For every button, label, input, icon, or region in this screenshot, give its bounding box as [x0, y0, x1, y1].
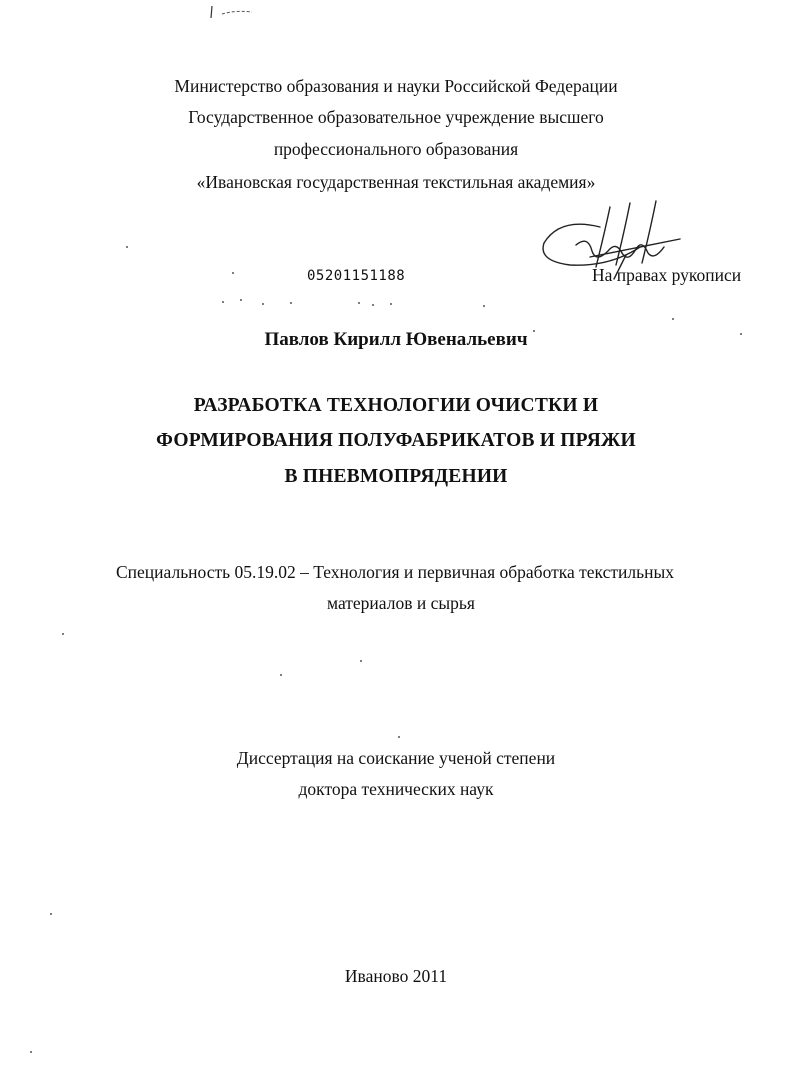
scan-dot [126, 246, 128, 248]
scan-dot [280, 674, 282, 676]
institution-line-1: Государственное образовательное учреждение высшего [188, 107, 604, 127]
scan-dot [50, 913, 52, 915]
specialty-line-1: Специальность 05.19.02 – Технология и первичная обработка текстильных [116, 562, 674, 582]
scan-dot [358, 302, 360, 304]
title-line-3: В ПНЕВМОПРЯДЕНИИ [284, 466, 508, 487]
scan-dot [262, 303, 264, 305]
specialty-line-2: материалов и сырья [327, 593, 475, 613]
scan-dot [360, 660, 362, 662]
signature [530, 195, 690, 295]
ministry-line: Министерство образования и науки Российской Федерации [174, 76, 618, 96]
corner-pen-mark [200, 2, 270, 22]
scan-dot [62, 633, 64, 635]
registration-number: 05201151188 [307, 268, 406, 284]
manuscript-note: На правах рукописи [592, 265, 742, 285]
institution-line-2: профессионального образования [273, 139, 519, 159]
title-line-1: РАЗРАБОТКА ТЕХНОЛОГИИ ОЧИСТКИ И [193, 395, 599, 416]
author-name: Павлов Кирилл Ювенальевич [264, 329, 528, 350]
degree-line-1: Диссертация на соискание ученой степени [236, 748, 556, 768]
scan-dot [390, 303, 392, 305]
scan-dot [398, 736, 400, 738]
scan-dot [672, 318, 674, 320]
scan-dot [232, 272, 234, 274]
scan-dot [290, 302, 292, 304]
scan-dot [372, 304, 374, 306]
scan-dot [222, 301, 224, 303]
place-year: Иваново 2011 [344, 966, 448, 986]
scan-dot [30, 1051, 32, 1053]
degree-line-2: доктора технических наук [298, 779, 494, 799]
scan-dot [240, 299, 242, 301]
academy-name: «Ивановская государственная текстильная академия» [196, 172, 596, 192]
title-line-2: ФОРМИРОВАНИЯ ПОЛУФАБРИКАТОВ И ПРЯЖИ [156, 430, 636, 451]
scan-dot [483, 305, 485, 307]
